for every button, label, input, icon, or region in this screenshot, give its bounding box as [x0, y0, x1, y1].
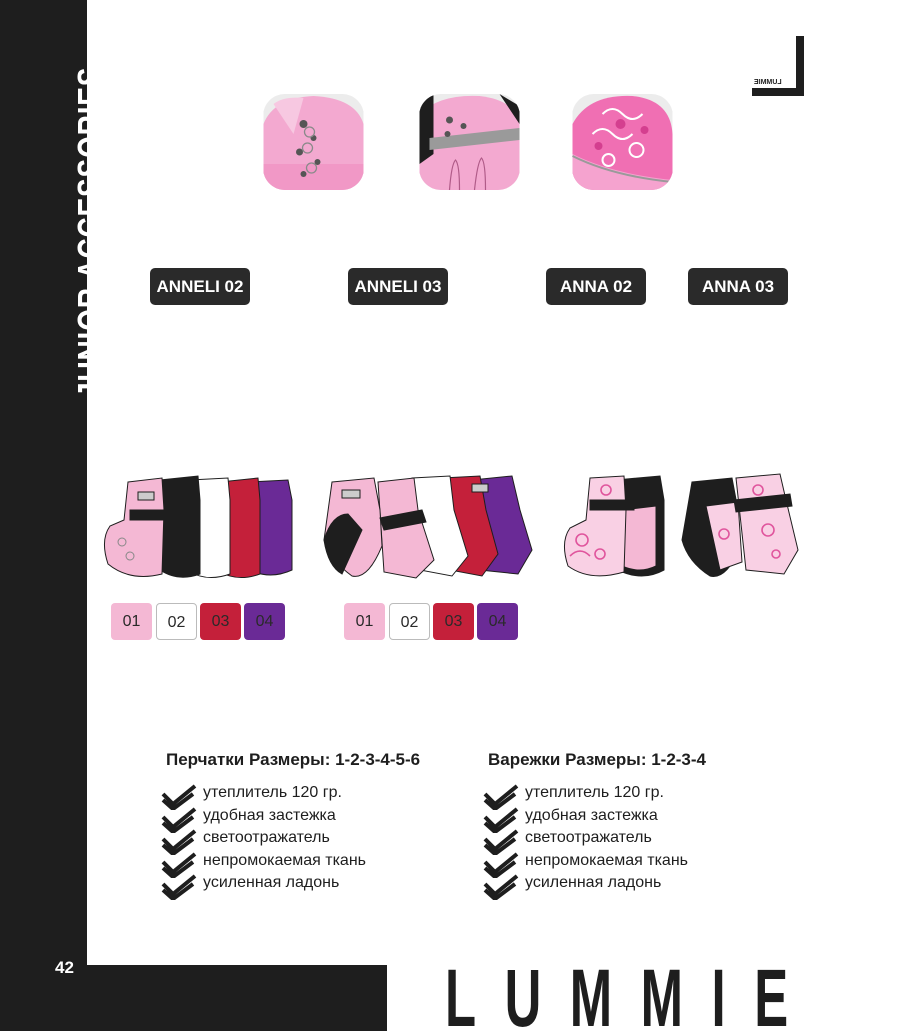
brand-corner-logo	[752, 36, 804, 98]
hat-anna-02-image	[572, 94, 673, 190]
swatch-02: 02	[389, 603, 430, 640]
swatch-02: 02	[156, 603, 197, 640]
feature-item: непромокаемая ткань	[483, 849, 688, 872]
feature-item: удобная застежка	[483, 804, 688, 827]
gloves-feature-list	[161, 781, 366, 894]
footer-brand-wordmark: LUMMIE	[445, 953, 817, 1031]
feature-item: усиленная ладонь	[483, 871, 688, 894]
feature-item: утеплитель 120 гр.	[161, 781, 366, 804]
anneli-mittens-image	[100, 470, 294, 582]
swatch-01: 01	[344, 603, 385, 640]
swatch-03: 03	[433, 603, 474, 640]
logo-bar-vertical	[796, 36, 804, 96]
logo-bar-horizontal	[752, 88, 804, 96]
mittens-spec-title: Варежки Размеры: 1-2-3-4	[488, 750, 707, 769]
logo-text: LUMMIE	[754, 79, 782, 86]
checkmark-icon	[483, 874, 519, 900]
anneli-gloves-image	[322, 470, 534, 582]
model-label-anna-03: ANNA 03	[688, 268, 788, 305]
page-number: 42	[55, 958, 74, 977]
swatch-04: 04	[244, 603, 285, 640]
anna-gloves-image	[680, 470, 800, 582]
feature-item: светоотражатель	[483, 826, 688, 849]
model-label-anneli-02: ANNELI 02	[150, 268, 250, 305]
section-title: JUNIOR ACCESSORIES	[70, 66, 111, 398]
feature-item: усиленная ладонь	[161, 871, 366, 894]
feature-item: удобная застежка	[161, 804, 366, 827]
mittens-feature-list	[483, 781, 688, 894]
swatch-01: 01	[111, 603, 152, 640]
gloves-spec-title: Перчатки Размеры: 1-2-3-4-5-6	[166, 750, 421, 769]
hat-anneli-03-image	[419, 94, 520, 190]
anna-mittens-image	[560, 470, 668, 582]
model-label-anneli-03: ANNELI 03	[348, 268, 448, 305]
footer-bar	[87, 965, 387, 1031]
swatch-04: 04	[477, 603, 518, 640]
swatch-03: 03	[200, 603, 241, 640]
hat-anneli-02-image	[263, 94, 364, 190]
feature-item: светоотражатель	[161, 826, 366, 849]
feature-item: непромокаемая ткань	[161, 849, 366, 872]
checkmark-icon	[161, 874, 197, 900]
feature-item: утеплитель 120 гр.	[483, 781, 688, 804]
model-label-anna-02: ANNA 02	[546, 268, 646, 305]
